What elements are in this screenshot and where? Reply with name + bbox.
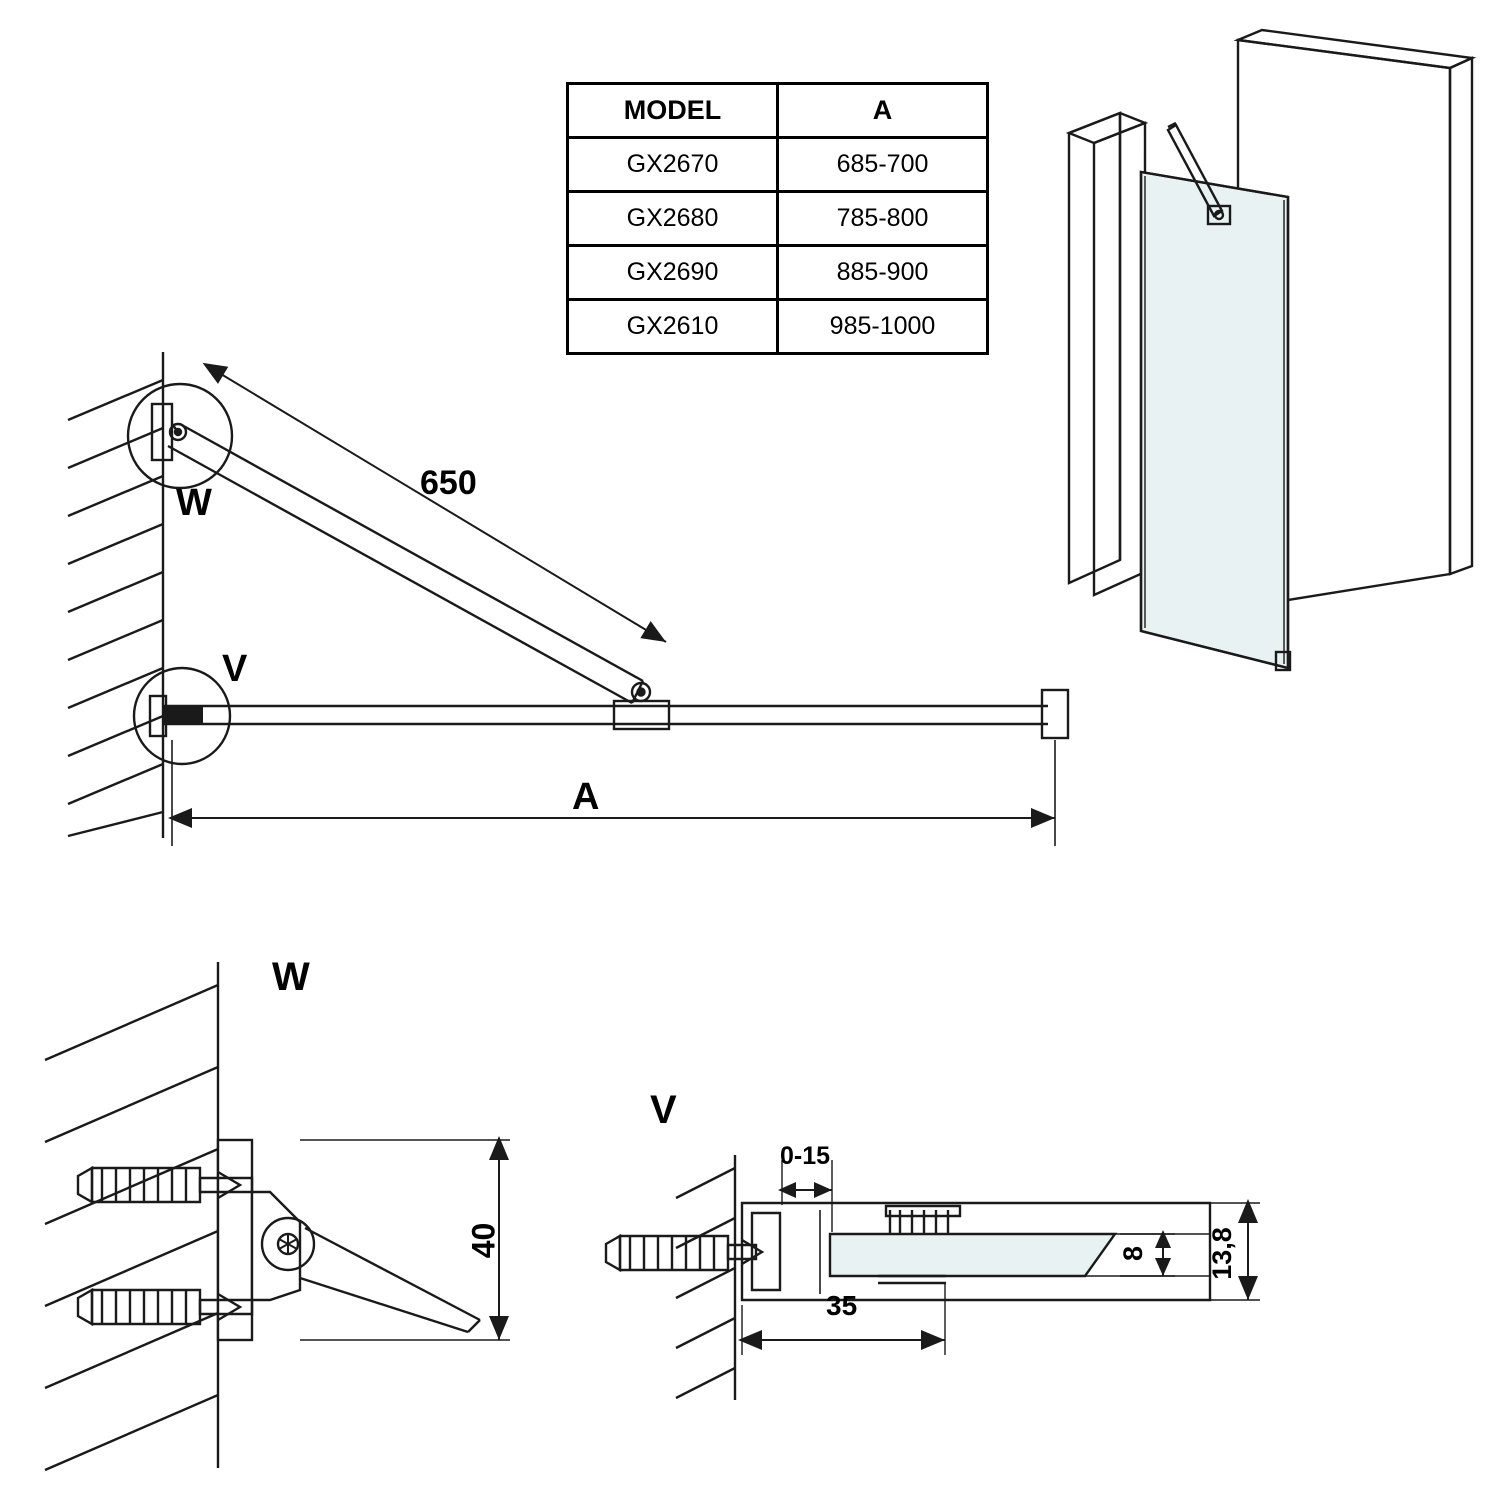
cell-model: GX2690 [568,246,778,300]
table-row [568,300,988,354]
cell-model: GX2610 [568,300,778,354]
wall-hatch-main [68,352,163,838]
cell-model: GX2670 [568,138,778,192]
dim-label-8: 8 [1118,1245,1149,1262]
detail-w-wall-hatch [45,962,218,1470]
dim-650-line [206,365,666,642]
model-dimension-table [566,82,989,355]
table-row [568,192,988,246]
table-header-model: MODEL [568,84,778,138]
dim-label-0-15: 0-15 [780,1142,831,1170]
detail-marker-w-main: W [176,482,212,524]
detail-title-w: W [272,955,310,999]
dim-label-650: 650 [420,464,477,502]
dim-label-40: 40 [465,1222,502,1259]
wall-anchor-v [606,1236,762,1270]
wall-bracket-top [152,404,186,460]
cell-a: 985-1000 [778,300,988,354]
perspective-view [1069,30,1472,670]
dim-label-a: A [572,776,600,818]
cell-model: GX2680 [568,192,778,246]
cell-a: 785-800 [778,192,988,246]
dim-label-13-8: 13,8 [1206,1227,1237,1280]
detail-v-wall-hatch [676,1155,735,1400]
cell-a: 685-700 [778,138,988,192]
table-header-row [568,84,988,138]
detail-marker-v-main: V [222,648,248,690]
cell-a: 885-900 [778,246,988,300]
detail-title-v: V [650,1088,677,1132]
table-row [568,246,988,300]
table-row [568,138,988,192]
dim-label-35: 35 [826,1290,858,1321]
horizontal-bar [163,690,1068,738]
table-header-a: A [778,84,988,138]
detail-w-bracket [218,1140,480,1340]
